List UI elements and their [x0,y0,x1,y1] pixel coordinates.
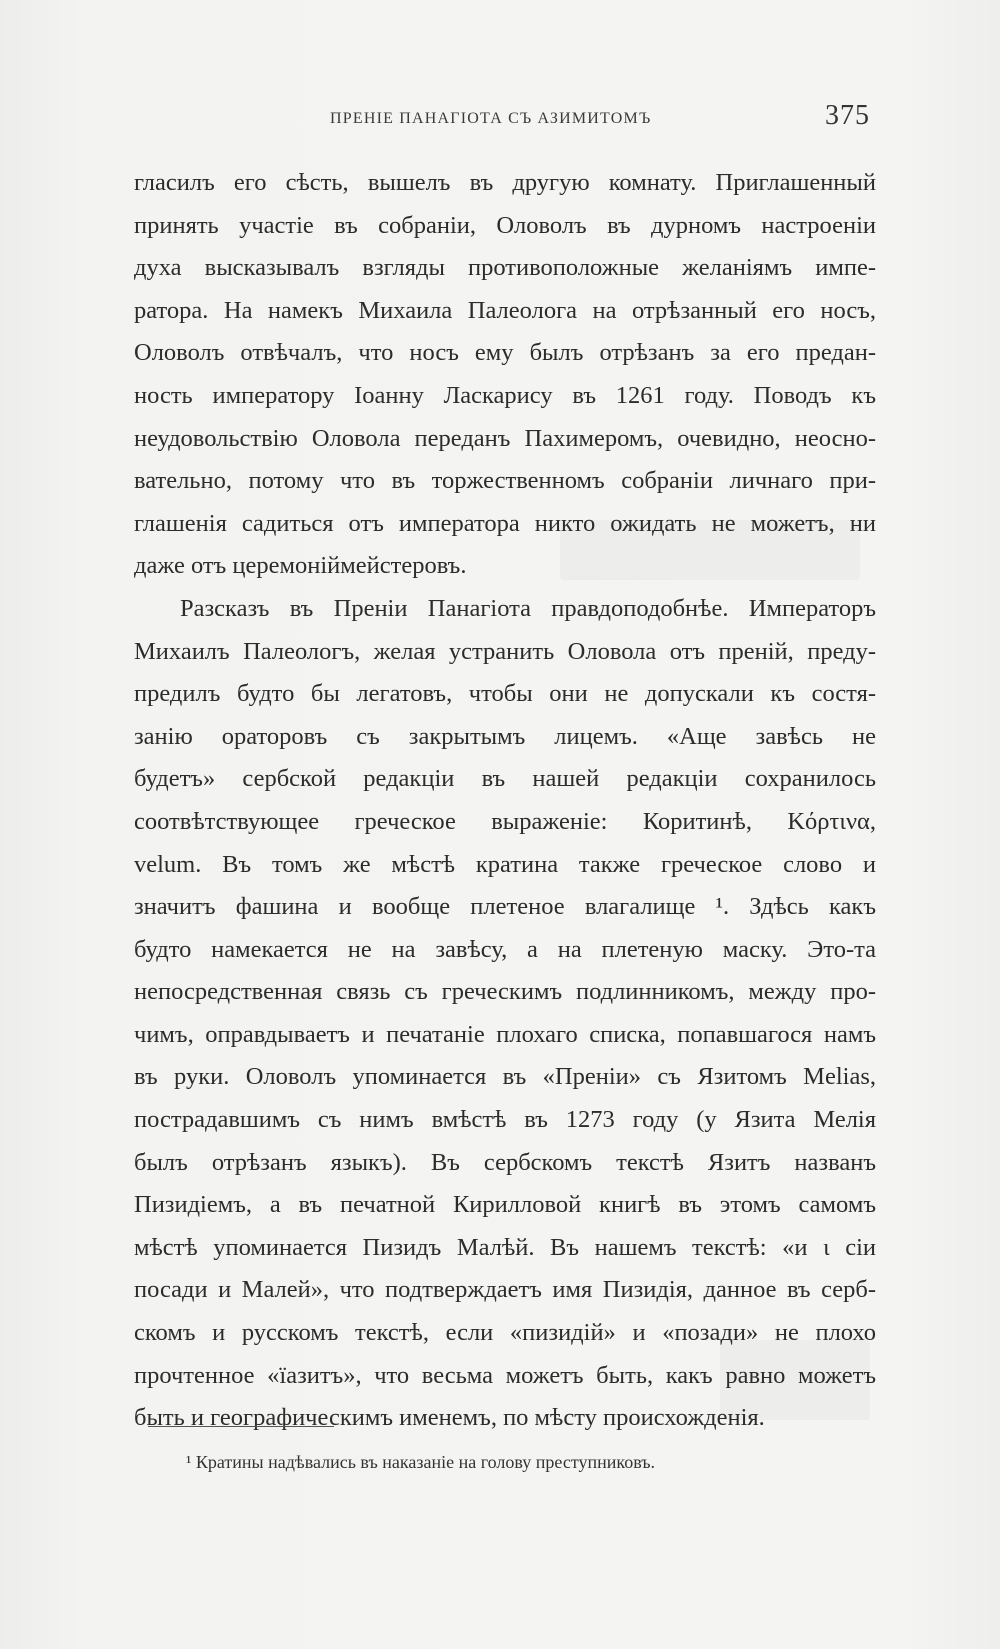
text-line: скомъ и русскомъ текстѣ, если «пизидій» и «позади» не плохо [134,1319,876,1347]
text-line: былъ отрѣзанъ языкъ). Въ сербскомъ текстѣ Язитъ названъ [134,1148,876,1176]
text-line: прочтенное «ïазитъ», что весьма можетъ быть, какъ равно можетъ [134,1361,876,1389]
text-line: предилъ будто бы легатовъ, чтобы они не допускали къ состя- [134,680,876,708]
main-text [134,162,876,1440]
text-line: Пизидіемъ, а въ печатной Кирилловой книгѣ въ этомъ самомъ [134,1191,876,1219]
text-line: чимъ, оправдываетъ и печатаніе плохаго списка, попавшагося намъ [134,1020,876,1048]
text-line: принять участіе въ собраніи, Оловолъ въ дурномъ настроеніи [134,211,876,239]
running-title: ПРЕНІЕ ПАНАГІОТА СЪ АЗИМИТОМЪ [330,110,652,127]
text-line: глашенія садиться отъ императора никто ожидать не можетъ, ни [134,509,876,537]
text-line: духа высказывалъ взгляды противоположные желаніямъ импе- [134,254,876,282]
text-line: посади и Малей», что подтверждаетъ имя Пизидія, данное въ серб- [134,1276,876,1304]
text-line: даже отъ церемоніймейстеровъ. [134,552,467,580]
text-line: вательно, потому что въ торжественномъ собраніи личнаго при- [134,467,876,495]
page-number: 375 [825,100,870,131]
text-line: соотвѣтствующее греческое выраженіе: Коритинѣ, Κόρτινα, [134,807,876,835]
text-line: занію ораторовъ съ закрытымъ лицемъ. «Аще завѣсь не [134,722,876,750]
text-line: Михаилъ Палеологъ, желая устранить Оловола отъ преній, преду- [134,637,876,665]
text-line: неудовольствію Оловола переданъ Пахимеромъ, очевидно, неосно- [134,424,876,452]
footnote: ¹ Кратины надѣвались въ наказаніе на голову преступниковъ. [186,1452,656,1472]
text-line: быть и географическимъ именемъ, по мѣсту происхожденія. [134,1404,765,1432]
text-line: ность императору Іоанну Ласкарису въ 1261 году. Поводъ къ [134,381,876,409]
footnote-rule [148,1426,334,1427]
paragraph-start-line: Разсказъ въ Преніи Панагіота правдоподобнѣе. Императоръ [180,594,876,622]
text-line: будто намекается не на завѣсу, а на плетеную маску. Это-та [134,935,876,963]
text-line: мѣстѣ упоминается Пизидъ Малѣй. Въ нашемъ текстѣ: «и ι сіи [134,1233,876,1261]
text-line: значитъ фашина и вообще плетеное влагалище ¹. Здѣсь какъ [134,893,876,921]
text-line: ратора. На намекъ Михаила Палеолога на отрѣзанный его носъ, [134,296,876,324]
text-line: будетъ» сербской редакціи въ нашей редакціи сохранилось [134,765,876,793]
text-line: Оловолъ отвѣчалъ, что носъ ему былъ отрѣзанъ за его предан- [134,339,876,367]
text-line: пострадавшимъ съ нимъ вмѣстѣ въ 1273 году (у Язита Мелія [134,1106,876,1134]
text-line: velum. Въ томъ же мѣстѣ кратина также греческое слово и [134,850,876,878]
running-head [130,100,870,140]
text-line: непосредственная связь съ греческимъ подлинникомъ, между про- [134,978,876,1006]
text-line: въ руки. Оловолъ упоминается въ «Преніи» съ Язитомъ Melias, [134,1063,876,1091]
text-line: гласилъ его сѣсть, вышелъ въ другую комнату. Приглашенный [134,169,876,196]
